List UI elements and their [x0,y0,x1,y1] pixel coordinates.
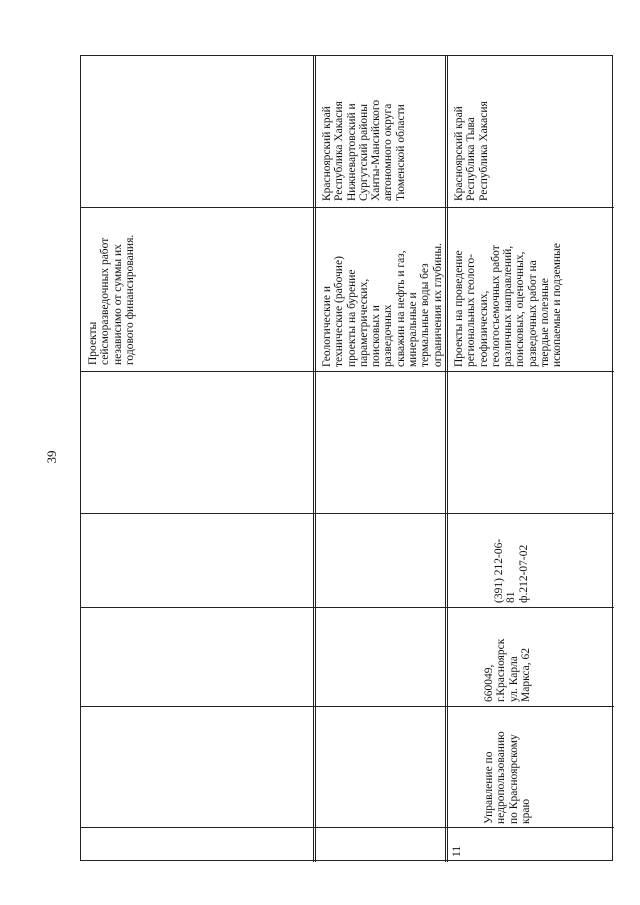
row-b-projects-cell [315,207,445,371]
row-c-address-text: 660049, г.Красноярск ул. Карла Маркса, 62 [483,638,532,702]
row-a-projects-text: Проекты сейсморазведочных работ независимо от суммы их годового финансирования. [87,234,136,365]
row-c-phones-cell [447,513,614,607]
row-b-regions-cell [315,56,445,207]
row-c-number-cell [447,827,614,862]
row-c-projects-text: Проекты на проведение региональных геолого- геофизических, геологосъемочных работ различных направлений, поисковых, оценочных, разведочных работ на твердые полезные ископаемые и подземные [453,243,564,367]
row-b-projects-text: Геологические и технические (рабочие) проекты на бурение параметрических, поисковых и разведочных скважин на нефть и газ, минеральные и термальные воды без ограничения их глубины. [321,242,444,367]
page-number: 39 [44,450,59,464]
row-a-projects-cell [81,207,313,371]
row-divider-a-b [313,56,314,862]
row-c-organization-text: Управление по недропользованию по Красноярскому краю [483,731,532,824]
row-c-projects-cell [447,207,614,371]
row-c-regions-cell [447,56,614,207]
row-c-phones-text: (391) 212-06- 81 ф.212-07-02 [493,538,530,603]
row-c-regions-text: Красноярский край Республика Тыва Республика Хакасия [453,101,490,201]
column-divider-projects-bottom [81,371,614,372]
row-c-organization-cell [447,706,614,827]
registry-table [80,55,613,861]
row-b-regions-text: Красноярский край Республика Хакасия Нижневартовский и Сургутский районы Ханты-Мансийского автономного округа Тюменской области [321,99,407,201]
row-c-address-cell [447,607,614,706]
row-divider-b-c [445,56,446,862]
row-c-number-text: 11 [451,845,463,857]
